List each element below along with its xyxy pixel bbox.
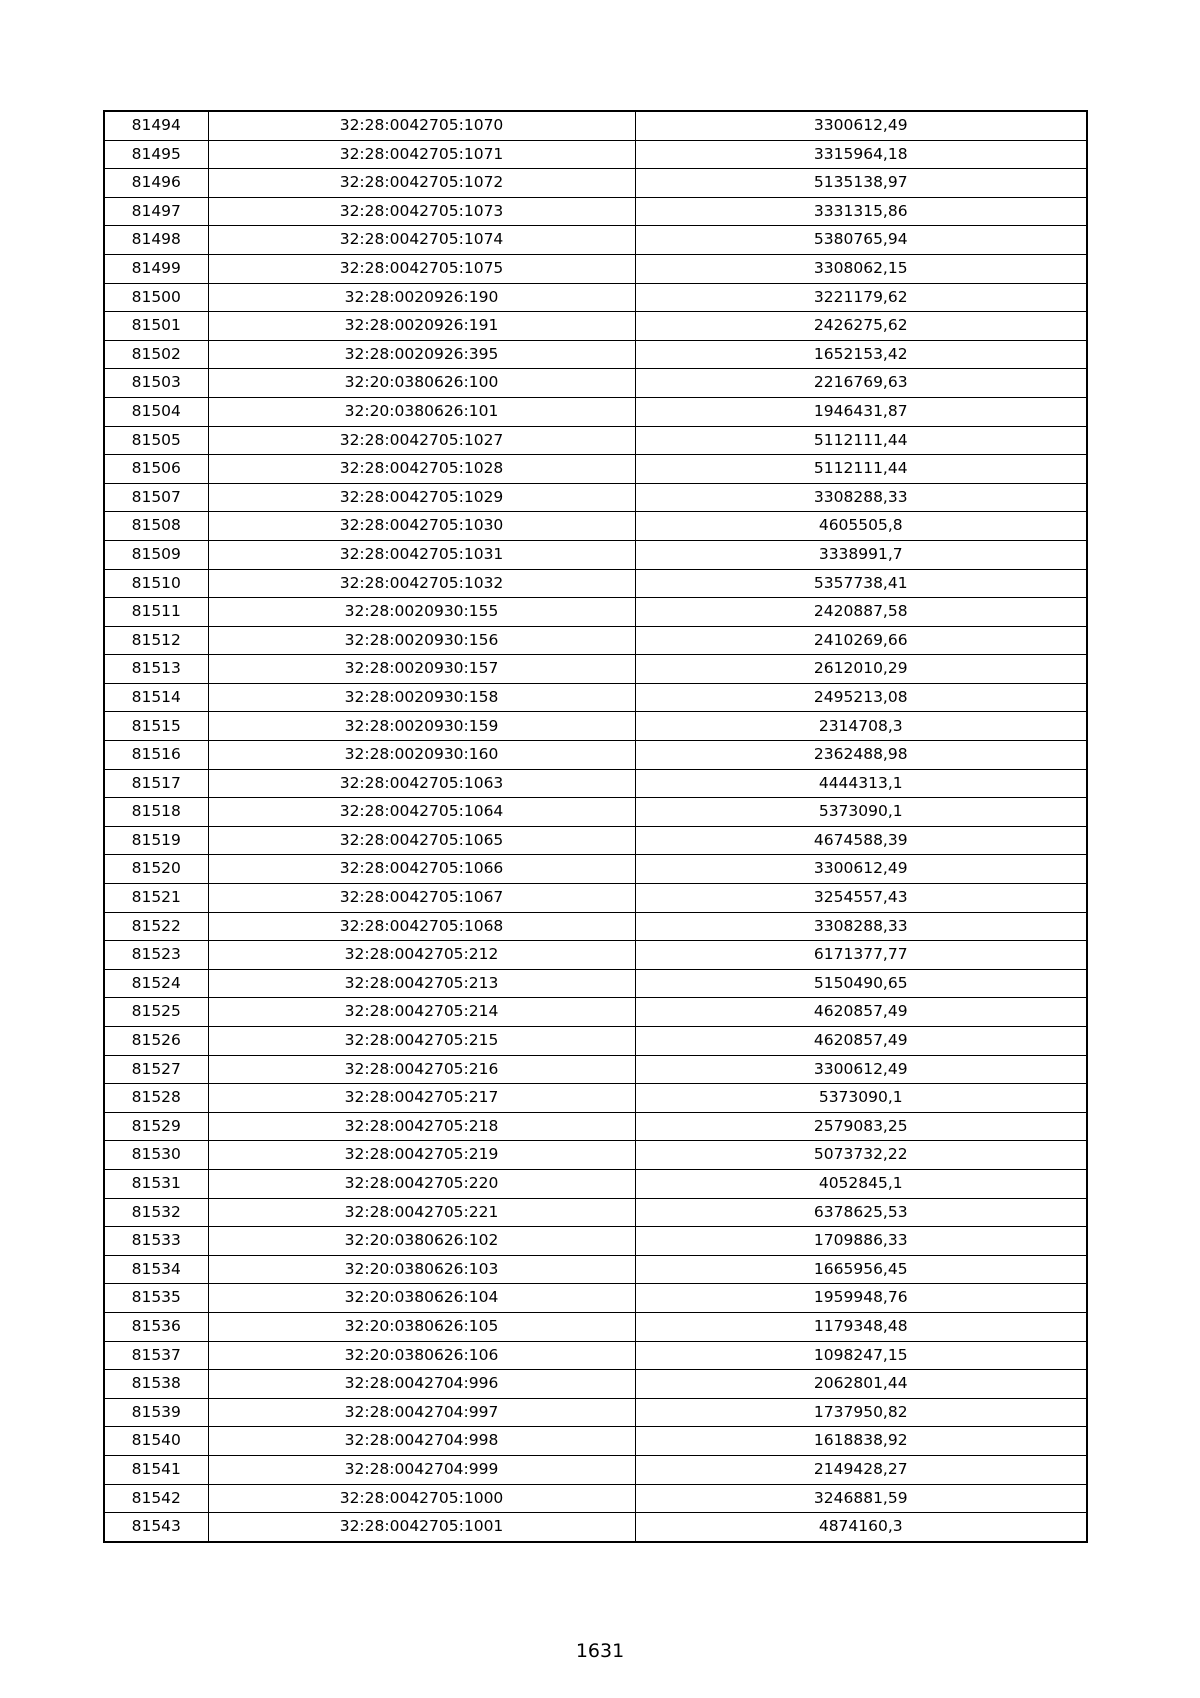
row-number-cell: 81543 (104, 1513, 208, 1542)
cadastral-number-cell: 32:28:0042705:1063 (208, 769, 635, 798)
cadastral-value-cell: 1737950,82 (635, 1398, 1087, 1427)
cadastral-value-cell: 3308288,33 (635, 483, 1087, 512)
cadastral-value-cell: 5380765,94 (635, 226, 1087, 255)
cadastral-number-cell: 32:28:0042705:1070 (208, 111, 635, 140)
cadastral-value-cell: 1665956,45 (635, 1255, 1087, 1284)
row-number-cell: 81513 (104, 655, 208, 684)
cadastral-number-cell: 32:28:0042705:217 (208, 1084, 635, 1113)
cadastral-value-cell: 3221179,62 (635, 283, 1087, 312)
row-number-cell: 81538 (104, 1370, 208, 1399)
cadastral-number-cell: 32:28:0042705:1001 (208, 1513, 635, 1542)
cadastral-value-cell: 3300612,49 (635, 855, 1087, 884)
cadastral-number-cell: 32:28:0020930:159 (208, 712, 635, 741)
row-number-cell: 81523 (104, 941, 208, 970)
row-number-cell: 81511 (104, 598, 208, 627)
table-row (104, 655, 1087, 684)
row-number-cell: 81512 (104, 626, 208, 655)
cadastral-number-cell: 32:20:0380626:106 (208, 1341, 635, 1370)
cadastral-value-cell: 1098247,15 (635, 1341, 1087, 1370)
cadastral-value-cell: 3300612,49 (635, 111, 1087, 140)
cadastral-number-cell: 32:20:0380626:105 (208, 1312, 635, 1341)
cadastral-number-cell: 32:28:0042705:1072 (208, 169, 635, 198)
cadastral-value-cell: 2149428,27 (635, 1455, 1087, 1484)
cadastral-number-cell: 32:28:0042705:1027 (208, 426, 635, 455)
row-number-cell: 81529 (104, 1112, 208, 1141)
table-row (104, 426, 1087, 455)
row-number-cell: 81541 (104, 1455, 208, 1484)
row-number-cell: 81504 (104, 397, 208, 426)
row-number-cell: 81539 (104, 1398, 208, 1427)
row-number-cell: 81524 (104, 969, 208, 998)
table-row (104, 1370, 1087, 1399)
cadastral-number-cell: 32:28:0042705:221 (208, 1198, 635, 1227)
cadastral-value-cell: 2062801,44 (635, 1370, 1087, 1399)
table-row (104, 1055, 1087, 1084)
table-row (104, 826, 1087, 855)
cadastral-number-cell: 32:20:0380626:101 (208, 397, 635, 426)
row-number-cell: 81514 (104, 683, 208, 712)
table-row (104, 1455, 1087, 1484)
cadastral-number-cell: 32:28:0042704:998 (208, 1427, 635, 1456)
table-row (104, 884, 1087, 913)
cadastral-value-cell: 2314708,3 (635, 712, 1087, 741)
table-row (104, 312, 1087, 341)
table-row (104, 741, 1087, 770)
row-number-cell: 81528 (104, 1084, 208, 1113)
cadastral-value-cell: 5135138,97 (635, 169, 1087, 198)
cadastral-number-cell: 32:20:0380626:100 (208, 369, 635, 398)
table-row (104, 397, 1087, 426)
table-row (104, 226, 1087, 255)
table-row (104, 969, 1087, 998)
row-number-cell: 81505 (104, 426, 208, 455)
table-row (104, 941, 1087, 970)
row-number-cell: 81521 (104, 884, 208, 913)
cadastral-value-cell: 1179348,48 (635, 1312, 1087, 1341)
row-number-cell: 81522 (104, 912, 208, 941)
table-row (104, 483, 1087, 512)
table-row (104, 1198, 1087, 1227)
cadastral-value-cell: 5150490,65 (635, 969, 1087, 998)
cadastral-value-cell: 4052845,1 (635, 1169, 1087, 1198)
cadastral-value-cell: 2410269,66 (635, 626, 1087, 655)
row-number-cell: 81532 (104, 1198, 208, 1227)
cadastral-number-cell: 32:28:0020930:155 (208, 598, 635, 627)
cadastral-value-cell: 4620857,49 (635, 1027, 1087, 1056)
document-table-wrapper (103, 110, 1086, 1543)
table-row (104, 626, 1087, 655)
cadastral-number-cell: 32:28:0042705:213 (208, 969, 635, 998)
row-number-cell: 81501 (104, 312, 208, 341)
cadastral-value-cell: 4620857,49 (635, 998, 1087, 1027)
cadastral-number-cell: 32:28:0042705:1028 (208, 455, 635, 484)
cadastral-value-cell: 1618838,92 (635, 1427, 1087, 1456)
table-row (104, 569, 1087, 598)
table-row (104, 111, 1087, 140)
row-number-cell: 81516 (104, 741, 208, 770)
table-row (104, 1341, 1087, 1370)
table-row (104, 1141, 1087, 1170)
cadastral-number-cell: 32:28:0042705:1032 (208, 569, 635, 598)
cadastral-value-cell: 1946431,87 (635, 397, 1087, 426)
cadastral-value-cell: 3254557,43 (635, 884, 1087, 913)
cadastral-number-cell: 32:28:0042704:999 (208, 1455, 635, 1484)
cadastral-value-cell: 3331315,86 (635, 197, 1087, 226)
row-number-cell: 81500 (104, 283, 208, 312)
row-number-cell: 81531 (104, 1169, 208, 1198)
cadastral-number-cell: 32:28:0020926:191 (208, 312, 635, 341)
table-row (104, 712, 1087, 741)
cadastral-value-cell: 5073732,22 (635, 1141, 1087, 1170)
cadastral-number-cell: 32:28:0020930:158 (208, 683, 635, 712)
table-row (104, 1284, 1087, 1313)
cadastral-number-cell: 32:28:0042705:1064 (208, 798, 635, 827)
table-row (104, 1112, 1087, 1141)
table-row (104, 1227, 1087, 1256)
row-number-cell: 81515 (104, 712, 208, 741)
cadastral-number-cell: 32:20:0380626:104 (208, 1284, 635, 1313)
cadastral-number-cell: 32:28:0042705:1075 (208, 254, 635, 283)
table-row (104, 1027, 1087, 1056)
cadastral-value-cell: 2426275,62 (635, 312, 1087, 341)
cadastral-number-cell: 32:28:0042705:1068 (208, 912, 635, 941)
cadastral-value-cell: 2612010,29 (635, 655, 1087, 684)
cadastral-value-cell: 1709886,33 (635, 1227, 1087, 1256)
cadastral-value-cell: 4605505,8 (635, 512, 1087, 541)
cadastral-value-cell: 3300612,49 (635, 1055, 1087, 1084)
row-number-cell: 81496 (104, 169, 208, 198)
cadastral-number-cell: 32:28:0042705:216 (208, 1055, 635, 1084)
row-number-cell: 81499 (104, 254, 208, 283)
cadastral-number-cell: 32:28:0042704:997 (208, 1398, 635, 1427)
table-row (104, 1398, 1087, 1427)
row-number-cell: 81533 (104, 1227, 208, 1256)
cadastral-value-cell: 2579083,25 (635, 1112, 1087, 1141)
table-row (104, 369, 1087, 398)
row-number-cell: 81510 (104, 569, 208, 598)
row-number-cell: 81534 (104, 1255, 208, 1284)
table-row (104, 254, 1087, 283)
cadastral-number-cell: 32:28:0042705:1065 (208, 826, 635, 855)
row-number-cell: 81507 (104, 483, 208, 512)
table-row (104, 912, 1087, 941)
row-number-cell: 81506 (104, 455, 208, 484)
cadastral-number-cell: 32:28:0042705:1067 (208, 884, 635, 913)
cadastral-value-cell: 2216769,63 (635, 369, 1087, 398)
cadastral-value-cell: 3338991,7 (635, 540, 1087, 569)
cadastral-value-cell: 3308288,33 (635, 912, 1087, 941)
row-number-cell: 81494 (104, 111, 208, 140)
cadastral-value-cell: 2495213,08 (635, 683, 1087, 712)
cadastral-number-cell: 32:20:0380626:103 (208, 1255, 635, 1284)
cadastral-number-cell: 32:28:0042705:1066 (208, 855, 635, 884)
table-row (104, 340, 1087, 369)
row-number-cell: 81540 (104, 1427, 208, 1456)
cadastral-value-cell: 5357738,41 (635, 569, 1087, 598)
table-row (104, 1255, 1087, 1284)
row-number-cell: 81520 (104, 855, 208, 884)
cadastral-number-cell: 32:28:0042705:220 (208, 1169, 635, 1198)
cadastral-value-cell: 1652153,42 (635, 340, 1087, 369)
cadastral-value-cell: 6171377,77 (635, 941, 1087, 970)
table-row (104, 283, 1087, 312)
cadastral-value-cell: 3246881,59 (635, 1484, 1087, 1513)
cadastral-number-cell: 32:28:0020930:157 (208, 655, 635, 684)
cadastral-value-cell: 5373090,1 (635, 798, 1087, 827)
table-row (104, 1513, 1087, 1542)
table-row (104, 1484, 1087, 1513)
row-number-cell: 81497 (104, 197, 208, 226)
table-row (104, 169, 1087, 198)
cadastral-value-cell: 4444313,1 (635, 769, 1087, 798)
cadastral-number-cell: 32:28:0020926:190 (208, 283, 635, 312)
table-row (104, 197, 1087, 226)
table-row (104, 140, 1087, 169)
cadastral-value-table (103, 110, 1088, 1543)
cadastral-value-cell: 3308062,15 (635, 254, 1087, 283)
table-row (104, 1169, 1087, 1198)
cadastral-number-cell: 32:28:0042705:1071 (208, 140, 635, 169)
cadastral-number-cell: 32:28:0042705:1000 (208, 1484, 635, 1513)
cadastral-number-cell: 32:28:0042705:214 (208, 998, 635, 1027)
row-number-cell: 81508 (104, 512, 208, 541)
cadastral-value-cell: 1959948,76 (635, 1284, 1087, 1313)
row-number-cell: 81498 (104, 226, 208, 255)
cadastral-number-cell: 32:28:0042705:218 (208, 1112, 635, 1141)
cadastral-value-cell: 6378625,53 (635, 1198, 1087, 1227)
cadastral-value-cell: 2362488,98 (635, 741, 1087, 770)
row-number-cell: 81503 (104, 369, 208, 398)
table-row (104, 798, 1087, 827)
cadastral-number-cell: 32:28:0042705:1031 (208, 540, 635, 569)
row-number-cell: 81530 (104, 1141, 208, 1170)
row-number-cell: 81509 (104, 540, 208, 569)
row-number-cell: 81536 (104, 1312, 208, 1341)
table-row (104, 1084, 1087, 1113)
row-number-cell: 81526 (104, 1027, 208, 1056)
cadastral-number-cell: 32:28:0020926:395 (208, 340, 635, 369)
cadastral-number-cell: 32:28:0020930:160 (208, 741, 635, 770)
cadastral-number-cell: 32:28:0042705:1029 (208, 483, 635, 512)
cadastral-number-cell: 32:28:0020930:156 (208, 626, 635, 655)
table-body (104, 111, 1087, 1542)
table-row (104, 683, 1087, 712)
table-row (104, 998, 1087, 1027)
cadastral-number-cell: 32:28:0042704:996 (208, 1370, 635, 1399)
row-number-cell: 81517 (104, 769, 208, 798)
cadastral-number-cell: 32:28:0042705:1074 (208, 226, 635, 255)
row-number-cell: 81502 (104, 340, 208, 369)
row-number-cell: 81525 (104, 998, 208, 1027)
row-number-cell: 81519 (104, 826, 208, 855)
table-row (104, 598, 1087, 627)
cadastral-number-cell: 32:28:0042705:219 (208, 1141, 635, 1170)
cadastral-number-cell: 32:28:0042705:1030 (208, 512, 635, 541)
row-number-cell: 81542 (104, 1484, 208, 1513)
table-row (104, 1427, 1087, 1456)
table-row (104, 455, 1087, 484)
page-number: 1631 (575, 1640, 625, 1662)
table-row (104, 540, 1087, 569)
cadastral-number-cell: 32:28:0042705:212 (208, 941, 635, 970)
cadastral-value-cell: 4674588,39 (635, 826, 1087, 855)
table-row (104, 512, 1087, 541)
row-number-cell: 81535 (104, 1284, 208, 1313)
cadastral-value-cell: 5373090,1 (635, 1084, 1087, 1113)
cadastral-value-cell: 5112111,44 (635, 426, 1087, 455)
table-row (104, 769, 1087, 798)
cadastral-number-cell: 32:28:0042705:1073 (208, 197, 635, 226)
table-row (104, 1312, 1087, 1341)
row-number-cell: 81527 (104, 1055, 208, 1084)
cadastral-value-cell: 5112111,44 (635, 455, 1087, 484)
table-row (104, 855, 1087, 884)
row-number-cell: 81537 (104, 1341, 208, 1370)
cadastral-value-cell: 2420887,58 (635, 598, 1087, 627)
cadastral-value-cell: 3315964,18 (635, 140, 1087, 169)
cadastral-number-cell: 32:20:0380626:102 (208, 1227, 635, 1256)
cadastral-value-cell: 4874160,3 (635, 1513, 1087, 1542)
row-number-cell: 81518 (104, 798, 208, 827)
row-number-cell: 81495 (104, 140, 208, 169)
cadastral-number-cell: 32:28:0042705:215 (208, 1027, 635, 1056)
